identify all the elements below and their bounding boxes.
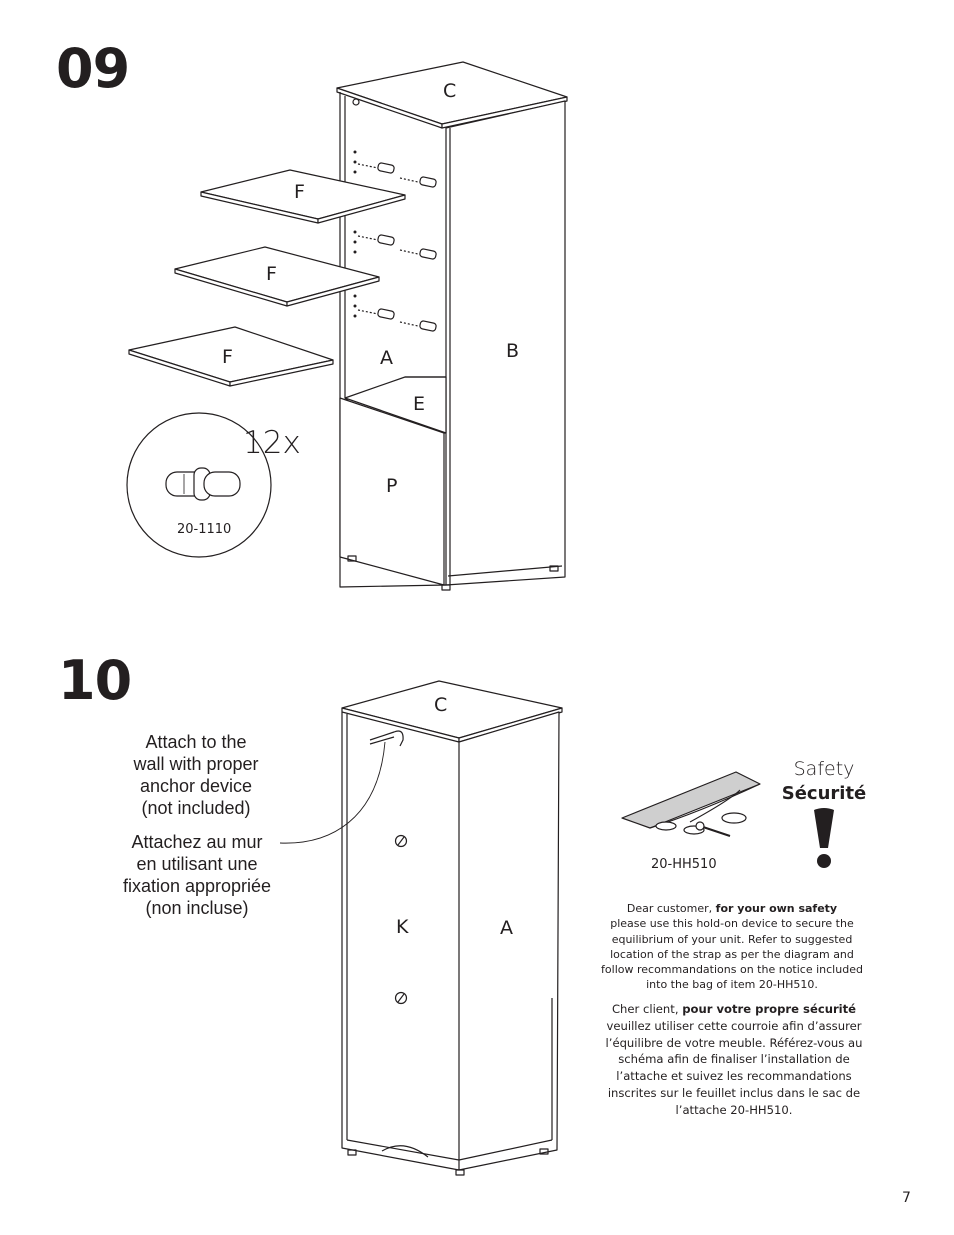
safety-note-fr-body: veuillez utiliser cette courroie afin d’assurer l’équilibre de votre meuble. Référez-vous au schéma afin de finaliser l’installation de l’attache et suivez les recommandations inscrites sur le feuillet inclus dans le sac de l’attache 20-HH510. — [605, 1018, 863, 1117]
strap-code: 20-HH510 — [651, 857, 717, 872]
safety-note-fr-prefix: Cher client, — [611, 1002, 683, 1016]
part-label-c-step10: C — [434, 694, 448, 716]
part-label-b: B — [506, 340, 520, 362]
safety-label-fr: Sécurité — [781, 783, 867, 804]
hardware-code: 20-1110 — [177, 522, 232, 537]
step-number-09: 09 — [56, 37, 130, 100]
safety-note-en-bold: for your own safety — [715, 902, 838, 915]
safety-strap-illustration — [622, 772, 760, 836]
warning-exclamation-icon — [814, 808, 834, 868]
part-label-f-top: F — [294, 181, 305, 203]
step-number-10: 10 — [58, 649, 132, 712]
hardware-quantity: 12x — [243, 425, 301, 461]
safety-label-en: Safety — [793, 758, 855, 780]
safety-note-en — [596, 901, 868, 993]
part-label-c: C — [443, 80, 457, 102]
page-number: 7 — [902, 1190, 911, 1206]
part-label-a: A — [380, 347, 393, 369]
part-label-f-middle: F — [266, 263, 277, 285]
part-label-f-bottom: F — [222, 346, 233, 368]
wall-attach-note-fr: Attachez au mur en utilisant une fixation appropriée (non incluse) — [122, 832, 272, 918]
part-label-e: E — [413, 393, 426, 415]
shelf-f-middle — [175, 247, 379, 306]
step09-cabinet — [337, 62, 567, 590]
part-label-k: K — [396, 916, 409, 938]
safety-note-en-body: please use this hold-on device to secure the equilibrium of your unit. Refer to suggested location of the strap as per the diagram and follow recommandations on the notice included into the bag of item 20-HH510. — [601, 917, 863, 992]
step10-cabinet — [280, 681, 562, 1175]
wall-attach-note-en: Attach to the wall with proper anchor device (not included) — [133, 732, 259, 818]
part-label-p: P — [386, 475, 398, 497]
safety-note-fr-bold: pour votre propre sécurité — [682, 1002, 857, 1016]
safety-note-en-prefix: Dear customer, — [626, 902, 716, 915]
safety-note-fr — [592, 1001, 876, 1119]
part-label-a-step10: A — [500, 917, 513, 939]
